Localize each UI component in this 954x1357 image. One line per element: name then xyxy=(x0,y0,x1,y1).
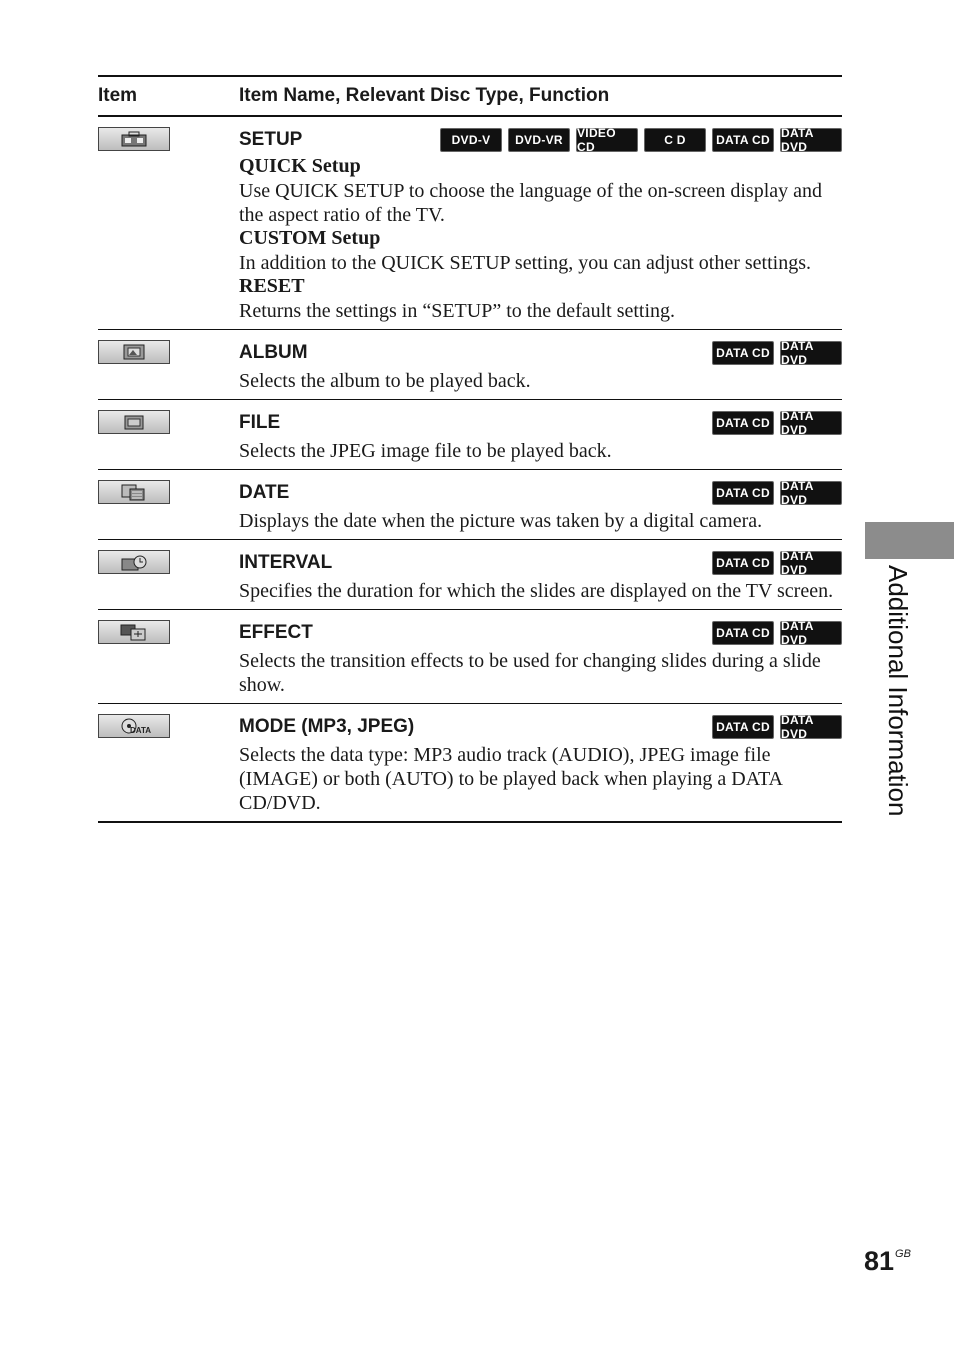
disc-type-badge: DATA DVD xyxy=(780,621,842,645)
table-row xyxy=(98,399,842,469)
disc-type-badge: DATA DVD xyxy=(780,341,842,365)
item-description: Use QUICK SETUP to choose the language of the on-screen display and the aspect ratio of the TV. xyxy=(239,180,823,226)
item-description-cell xyxy=(239,338,842,393)
item-title-line xyxy=(239,548,842,578)
disc-type-badges xyxy=(712,621,842,645)
item-icon-cell xyxy=(98,548,239,603)
option-subheading: QUICK Setup xyxy=(239,155,361,177)
item-title-line xyxy=(239,618,842,648)
disc-type-badges xyxy=(712,481,842,505)
item-title-line xyxy=(239,408,842,438)
item-title: SETUP xyxy=(239,129,303,150)
disc-type-badge: DATA CD xyxy=(712,551,774,575)
disc-type-badge: DATA CD xyxy=(712,128,774,152)
disc-type-badge: DATA DVD xyxy=(780,481,842,505)
item-description: Returns the settings in “SETUP” to the default setting. xyxy=(239,300,676,322)
disc-type-badge: DATA CD xyxy=(712,621,774,645)
item-description-cell xyxy=(239,618,842,697)
table-row xyxy=(98,117,842,329)
section-label: Additional Information xyxy=(883,565,913,817)
disc-type-badges xyxy=(712,411,842,435)
item-description: Selects the album to be played back. xyxy=(239,370,531,392)
disc-type-badge: DVD-VR xyxy=(508,128,570,152)
section-tab-marker xyxy=(865,522,954,559)
item-description: Selects the transition effects to be used for changing slides during a slide show. xyxy=(239,650,821,696)
file-icon xyxy=(98,410,170,434)
item-icon-cell xyxy=(98,408,239,463)
table-body xyxy=(98,117,842,821)
table-row xyxy=(98,539,842,609)
item-title-line xyxy=(239,712,842,742)
item-title-line xyxy=(239,338,842,368)
svg-text:DATA: DATA xyxy=(130,726,152,735)
item-description: Selects the data type: MP3 audio track (AUDIO), JPEG image file (IMAGE) or both (AUTO) to be played back when playing a DATA CD/DVD. xyxy=(239,744,782,814)
item-icon-cell xyxy=(98,618,239,697)
option-subheading: CUSTOM Setup xyxy=(239,227,381,249)
page-number xyxy=(864,1246,911,1277)
date-icon xyxy=(98,480,170,504)
table-row xyxy=(98,329,842,399)
item-description: Displays the date when the picture was taken by a digital camera. xyxy=(239,510,763,532)
table-row xyxy=(98,469,842,539)
disc-type-badge: C D xyxy=(644,128,706,152)
item-description: In addition to the QUICK SETUP setting, you can adjust other settings. xyxy=(239,252,811,274)
item-description-cell xyxy=(239,408,842,463)
item-description-cell xyxy=(239,478,842,533)
item-icon-cell xyxy=(98,338,239,393)
item-title: DATE xyxy=(239,482,290,503)
page-number-suffix: GB xyxy=(895,1248,911,1260)
table-row xyxy=(98,609,842,703)
disc-type-badges xyxy=(712,715,842,739)
item-icon-cell xyxy=(98,712,239,815)
table-header xyxy=(98,77,842,117)
disc-type-badges xyxy=(440,128,842,152)
item-title: ALBUM xyxy=(239,342,308,363)
disc-type-badge: DATA CD xyxy=(712,341,774,365)
item-description-cell xyxy=(239,548,842,603)
disc-type-badge: DATA DVD xyxy=(780,551,842,575)
item-description-cell xyxy=(239,125,842,323)
item-title-line xyxy=(239,125,842,155)
disc-type-badge: DATA CD xyxy=(712,481,774,505)
interval-icon xyxy=(98,550,170,574)
disc-type-badge: DATA CD xyxy=(712,411,774,435)
item-description: Selects the JPEG image file to be played back. xyxy=(239,440,612,462)
effect-icon xyxy=(98,620,170,644)
item-title: MODE (MP3, JPEG) xyxy=(239,716,415,737)
item-icon-cell xyxy=(98,478,239,533)
page-number-value: 81 xyxy=(864,1246,895,1276)
function-table xyxy=(98,75,842,823)
item-title-line xyxy=(239,478,842,508)
mode-data-icon xyxy=(98,714,170,738)
header-item: Item xyxy=(98,85,138,106)
disc-type-badge: DVD-V xyxy=(440,128,502,152)
album-icon xyxy=(98,340,170,364)
table-row xyxy=(98,703,842,821)
disc-type-badge: DATA CD xyxy=(712,715,774,739)
item-icon-cell xyxy=(98,125,239,323)
item-description: Specifies the duration for which the slides are displayed on the TV screen. xyxy=(239,580,834,602)
disc-type-badges xyxy=(712,341,842,365)
header-name-function: Item Name, Relevant Disc Type, Function xyxy=(239,85,610,106)
setup-toolbox-icon xyxy=(98,127,170,151)
item-description-cell xyxy=(239,712,842,815)
option-subheading: RESET xyxy=(239,275,305,297)
disc-type-badge: DATA DVD xyxy=(780,715,842,739)
item-title: FILE xyxy=(239,412,281,433)
item-title: EFFECT xyxy=(239,622,313,643)
disc-type-badge: DATA DVD xyxy=(780,411,842,435)
disc-type-badges xyxy=(712,551,842,575)
item-title: INTERVAL xyxy=(239,552,333,573)
disc-type-badge: VIDEO CD xyxy=(576,128,638,152)
disc-type-badge: DATA DVD xyxy=(780,128,842,152)
